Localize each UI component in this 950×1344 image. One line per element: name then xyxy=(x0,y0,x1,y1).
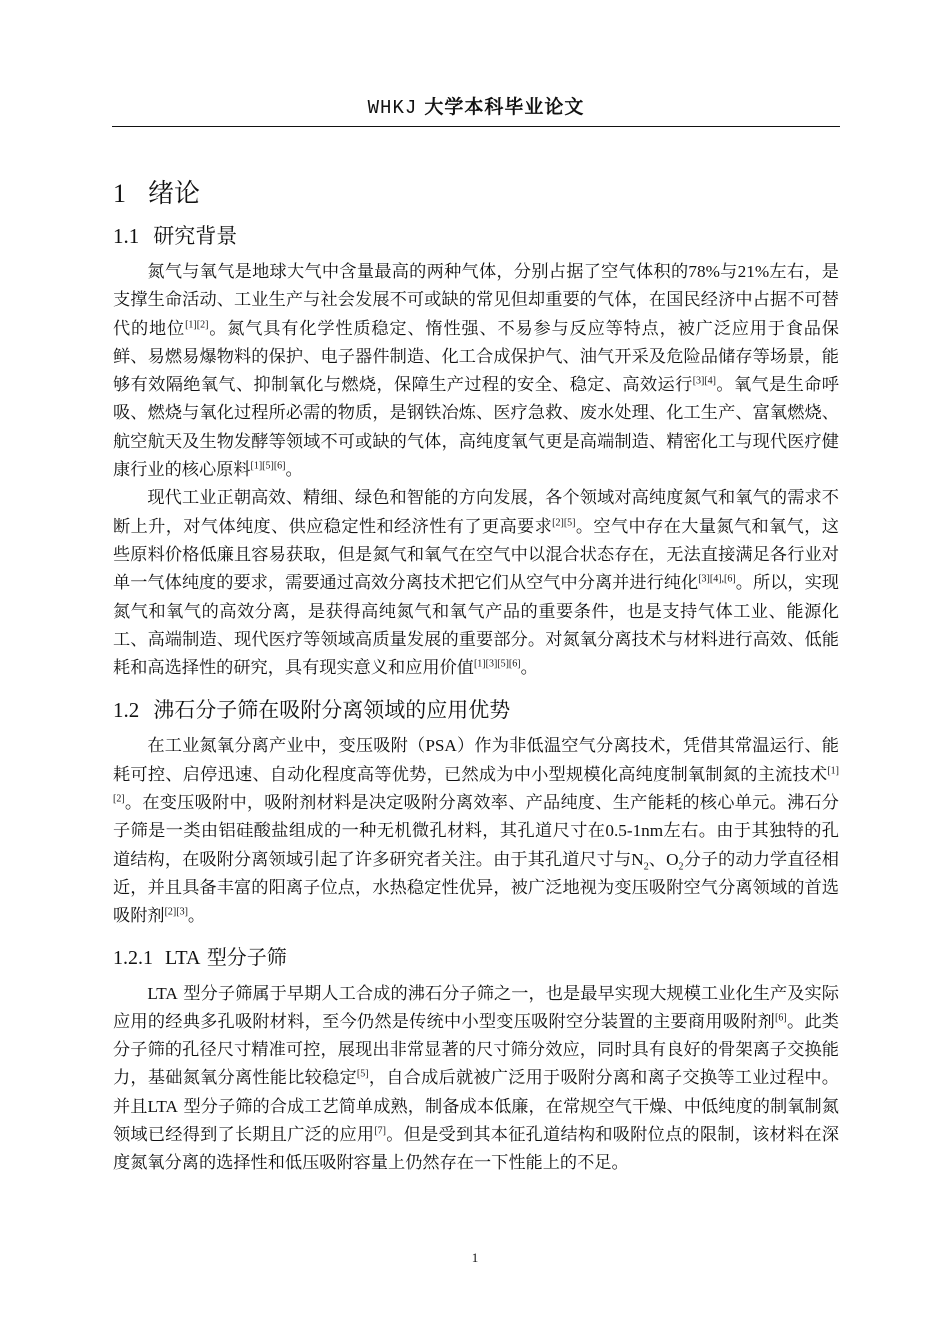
citation: [2][3] xyxy=(164,906,188,918)
section-heading-1-2 xyxy=(113,696,839,724)
header-rule xyxy=(112,126,840,127)
citation: [1][3][5][6] xyxy=(473,658,521,670)
citation: [1][2] xyxy=(113,765,839,805)
text-run: 0.5-1nm xyxy=(605,821,664,841)
text-run: PSA xyxy=(425,736,457,756)
text-run: 。所以，实现氮气和氧气的高效分离，是获得高纯氮气和氧气产品的重要条件，也是支持气体工业、能源化工、高端制造、现代医疗等领域高质量发展的重要部分。对氮氧分离技术与材料进行高效、低能耗和高选择性的研究，具有现实意义和应用价值 xyxy=(113,573,839,679)
section-number: 1.1 xyxy=(113,224,140,248)
text-run: 现代工业正朝高效、精细、绿色和智能的方向发展，各个领域对高纯度氮气和氧气的需求不断上升，对气体纯度、供应稳定性和经济性有了更高要求 xyxy=(113,488,839,537)
text-run: ）作为非低温空气分离技术，凭借其常温运行、能耗可控、启停迅速、自动化程度高等优势，已然成为中小型规模化高纯度制氧制氮的主流技术 xyxy=(113,736,839,785)
text-run: 。在变压吸附中，吸附剂材料是决定吸附分离效率、产品纯度、生产能耗的核心单元。沸石分子筛是一类由铝硅酸盐组成的一种无机微孔材料，其孔道尺寸在 xyxy=(113,793,839,842)
text-run: O xyxy=(666,849,679,869)
text-run: LTA xyxy=(147,983,178,1003)
text-run: 分子的动力学直径相近，并且具备丰富的阳离子位点，水热稳定性优异，被广泛地视为变压吸附空气分离领域的首选吸附剂 xyxy=(113,849,839,927)
text-run: 。 xyxy=(285,460,303,481)
text-run: ，自合成后就被广泛用于吸附分离和离子交换等工业过程中。并且 xyxy=(113,1068,839,1117)
text-run: 左右，是支撑生命活动、工业生产与社会发展不可或缺的常见但却重要的气体，在国民经济中占据不可替代的地位 xyxy=(113,262,839,339)
citation: [6] xyxy=(775,1012,787,1024)
paragraph-1-2-1 xyxy=(113,980,839,1178)
text-run: 。但是受到其本征孔道结构和吸附位点的限制，该材料在深度氮氧分离的选择性和低压吸附容量上仍然存在一下性能上的不足。 xyxy=(113,1125,839,1174)
text-run: 。空气中存在大量氮气和氧气，这些原料价格低廉且容易获取，但是氮气和氧气在空气中以混合状态存在，无法直接满足各行业对单一气体纯度的要求，需要通过高效分离技术把它们从空气中分离并进行纯化 xyxy=(113,516,839,594)
text-run: N xyxy=(631,849,644,869)
main-content xyxy=(113,168,839,1178)
text-run: 。此类分子筛的孔径尺寸精准可控，展现出非常显著的尺寸筛分效应，同时具有良好的骨架离子交换能力，基础氮氧分离性能比较稳定 xyxy=(113,1011,839,1089)
text-run: 氮气与氧气是地球大气中含量最高的两种气体，分别占据了空气体积的 xyxy=(147,262,689,282)
chapter-title: 绪论 xyxy=(148,179,201,209)
text-run: 。 xyxy=(520,658,538,679)
text-run: 。 xyxy=(187,906,206,927)
citation: [2][5] xyxy=(552,516,576,528)
paragraph-1-1-a xyxy=(113,258,839,484)
paragraph-1-1-b xyxy=(113,484,839,682)
subscript: 2 xyxy=(643,861,649,873)
page-number: 1 xyxy=(471,1250,479,1265)
subscript: 2 xyxy=(678,861,684,873)
text-run: 型分子筛属于早期人工合成的沸石分子筛之一，也是最早实现大规模工业化生产及实际应用的经典多孔吸附材料，至今仍然是传统中小型变压吸附空分装置的主要商用吸附剂 xyxy=(113,983,839,1032)
text-run: 与 xyxy=(719,262,738,282)
chapter-heading xyxy=(113,180,839,208)
section-number: 1.2 xyxy=(113,698,140,723)
text-run: 左右。由于其独特的孔道结构，在吸附分离领域引起了许多研究者关注。由于其孔道尺寸与 xyxy=(113,821,839,870)
section-title-latin: LTA xyxy=(165,946,201,969)
text-run: 。氧气是生命呼吸、燃烧与氧化过程所必需的物质，是钢铁冶炼、医疗急救、废水处理、化工生产、富氧燃烧、航空航天及生物发酵等领域不可或缺的气体，高纯度氧气更是高端制造、精密化工与现代医疗健康行业的核心原料 xyxy=(113,375,839,481)
running-header xyxy=(112,92,840,119)
paragraph-1-2 xyxy=(113,732,839,930)
text-run: 78% xyxy=(688,262,720,281)
text-run: 在工业氮氧分离产业中，变压吸附（ xyxy=(147,736,426,757)
header-title-cn: 大学本科毕业论文 xyxy=(424,96,585,118)
text-run: 、 xyxy=(648,849,667,870)
citation: [1][5][6] xyxy=(250,460,286,472)
citation: [3][4] xyxy=(692,375,717,387)
text-run: 。氮气具有化学性质稳定、惰性强、不易参与反应等特点，被广泛应用于食品保鲜、易燃易爆物料的保护、电子器件制造、化工合成保护气、油气开采及危险品储存等场景，能够有效隔绝氧气、抑制氧化与燃烧，保障生产过程的安全、稳定、高效运行 xyxy=(113,318,839,396)
section-heading-1-1 xyxy=(113,222,839,250)
header-title-latin: WHKJ xyxy=(367,97,418,119)
citation: [7] xyxy=(374,1125,387,1137)
section-number: 1.2.1 xyxy=(113,946,153,969)
text-run: LTA xyxy=(147,1096,178,1116)
section-title: 研究背景 xyxy=(153,224,238,248)
citation: [1][2] xyxy=(185,318,209,330)
section-heading-1-2-1 xyxy=(113,943,839,972)
citation: [5] xyxy=(356,1068,369,1080)
text-run: 21% xyxy=(737,262,770,281)
chapter-number: 1 xyxy=(113,179,126,208)
text-run: 型分子筛的合成工艺简单成熟，制备成本低廉，在常规空气干燥、中低纯度的制氧制氮领域已经得到了长期且广泛的应用 xyxy=(113,1096,839,1146)
section-title: 型分子筛 xyxy=(206,944,287,969)
citation: [3][4],[6] xyxy=(698,573,736,585)
section-title: 沸石分子筛在吸附分离领域的应用优势 xyxy=(153,698,511,723)
